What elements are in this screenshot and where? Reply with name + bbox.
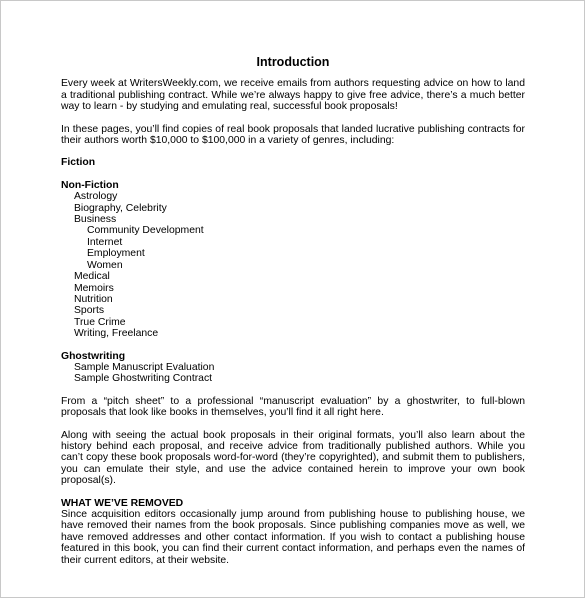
- pitch-paragraph: From a “pitch sheet” to a professional “manuscript evaluation” by a ghostwriter, to full-blown proposals that look like books in themselves, you’ll find it all right here.: [61, 395, 525, 419]
- list-item: Medical: [74, 271, 110, 283]
- list-item: Writing, Freelance: [74, 328, 159, 340]
- removed-paragraph: Since acquisition editors occasionally jump around from publishing house to publishing house, we have removed their names from the book proposals. Since publishing companies move as well, we have removed addresses and other contact information. If you wish to contact a publishing house featured in this book, you can find their current contact information, and perhaps even the names of their current editors, at their website.: [61, 509, 525, 566]
- ghostwriting-heading: Ghostwriting: [61, 350, 126, 362]
- list-item: Memoirs: [74, 282, 114, 294]
- list-item: Business: [74, 214, 117, 226]
- nonfiction-heading: Non-Fiction: [61, 179, 119, 191]
- removed-heading: WHAT WE’VE REMOVED: [61, 497, 184, 509]
- list-item: Nutrition: [74, 293, 113, 305]
- list-item: True Crime: [74, 316, 126, 328]
- fiction-heading: Fiction: [61, 157, 96, 169]
- document-content: [61, 57, 525, 566]
- page-title: Introduction: [256, 55, 330, 69]
- list-item: Internet: [87, 236, 123, 248]
- intro-paragraph-2: In these pages, you’ll find copies of real book proposals that landed lucrative publishing contracts for their authors worth $10,000 to $100,000 in a variety of genres, including:: [61, 123, 525, 147]
- list-item: Women: [87, 259, 123, 271]
- list-item: Employment: [87, 248, 145, 260]
- list-item: Sports: [74, 305, 105, 317]
- along-paragraph: Along with seeing the actual book proposals in their original formats, you’ll also learn about the history behind each proposal, and receive advice from traditionally published authors. While you can’t copy these book proposals word-for-word (they’re copyrighted), and submit them to publishers, you can emulate their style, and use the advice contained herein to improve your own book proposal(s).: [61, 429, 525, 487]
- list-item: Sample Ghostwriting Contract: [74, 373, 213, 385]
- nonfiction-list: [61, 191, 525, 339]
- list-item: Sample Manuscript Evaluation: [74, 361, 215, 373]
- list-item: Community Development: [87, 225, 204, 237]
- intro-paragraph-1: Every week at WritersWeekly.com, we receive emails from authors requesting advice on how to land a traditional publishing contract. While we’re always happy to give free advice, there’s a much better way to learn - by studying and emulating real, successful book proposals!: [61, 78, 525, 113]
- ghostwriting-list: [61, 362, 525, 385]
- list-item: Astrology: [74, 191, 118, 203]
- list-item: Biography, Celebrity: [74, 202, 167, 214]
